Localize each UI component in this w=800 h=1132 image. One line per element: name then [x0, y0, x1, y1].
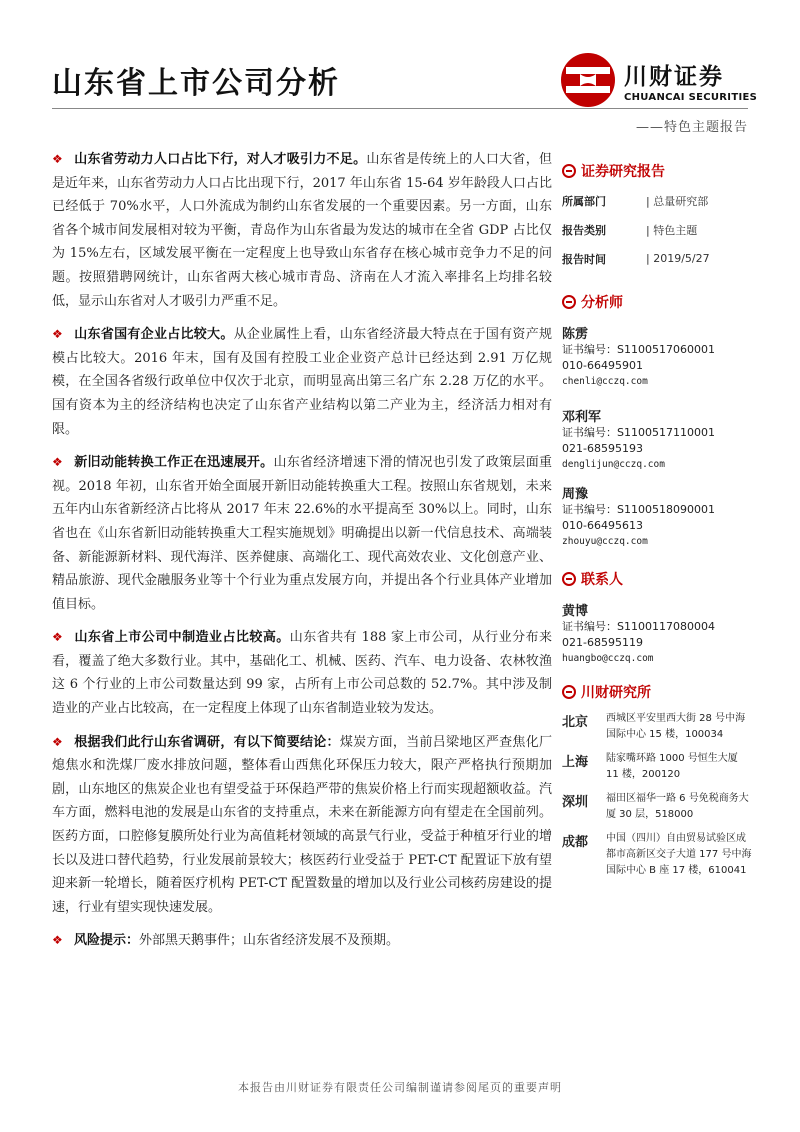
footer-disclaimer: 本报告由川财证券有限责任公司编制谨请参阅尾页的重要声明 — [238, 1081, 562, 1094]
paragraph-text: 煤炭方面，当前吕梁地区严查焦化厂熄焦水和洗煤厂废水排放问题，整体看山西焦化环保压力较大，限产严格执行预期加剧，山东地区的焦炭企业也有望受益于环保趋严带的焦炭价格上行而实现超额收益。汽车方面，燃料电池的发展是山东省的支持重点，未来在新能源方向有望走在全国前列。医药方面，口腔修复膜所处行业为高值耗材领域的高景气行业，受益于种植牙行业的增长以及进口替代趋势，行业发展前景较大；核医药行业受益于 PET-CT 配置证下放有望迎来新一轮增长，随着医疗机构 PET-CT 配置数量的增加以及行业公司核药房建设的提速，行业有望实现快速发展。 — [52, 734, 552, 915]
analyst-name: 邓利军 — [562, 410, 602, 425]
contact-heading — [562, 568, 752, 590]
meta-value: | 总量研究部 — [646, 194, 709, 208]
diamond-bullet-icon: ❖ — [52, 630, 63, 645]
office-address: 西城区平安里西大街 28 号中海国际中心 15 楼，100034 — [606, 713, 746, 740]
office-shanghai — [562, 751, 752, 783]
office-city: 深圳 — [562, 795, 589, 810]
analyst-email[interactable]: zhouyu@cczq.com — [562, 536, 648, 547]
paragraph — [52, 929, 552, 953]
paragraph-lead: 新旧动能转换工作正在迅速展开。 — [74, 455, 274, 471]
paragraph-lead: 山东省国有企业占比较大。 — [74, 327, 234, 343]
sidebar — [562, 160, 752, 879]
office-address: 陆家嘴环路 1000 号恒生大厦 11 楼，200120 — [606, 753, 738, 780]
paragraph-lead: 山东省上市公司中制造业占比较高。 — [74, 630, 290, 646]
office-city: 成都 — [562, 835, 589, 850]
company-logo — [560, 52, 760, 108]
meta-label: 报告时间 — [562, 252, 606, 266]
diamond-bullet-icon: ❖ — [52, 734, 63, 749]
paragraph-text: 外部黑天鹅事件；山东省经济发展不及预期。 — [139, 933, 400, 949]
analyst-name: 陈雳 — [562, 327, 589, 342]
paragraph-lead: 山东省劳动力人口占比下行，对人才吸引力不足。 — [74, 152, 367, 167]
analyst-cert: 证书编号：S1100518090001 — [562, 503, 715, 516]
paragraph-text: 山东省经济增速下滑的情况也引发了政策层面重视。2018 年初，山东省开始全面展开新旧动能转换重大工程。按照山东省规划，未来五年内山东省新经济占比将从 2017 年末 22.6%的水平提高至 30%以上。同时，山东省也在《山东省新旧动能转换重大工程实施规划》明确提出以新一代信息技术、高端装备、新能源新材料、现代海洋、医养健康、高端化工、现代高效农业、文化创意产业、精品旅游、现代金融服务业等十个行业为重点发展方向，并提出各个行业具体产业增加值目标。 — [52, 455, 552, 612]
analyst-phone: 010-66495613 — [562, 519, 643, 532]
report-title: 山东省上市公司分析 — [52, 66, 340, 101]
section-icon — [562, 164, 576, 178]
report-info-heading — [562, 160, 752, 182]
diamond-bullet-icon: ❖ — [52, 152, 63, 166]
section-heading-text: 联系人 — [581, 572, 623, 588]
report-subtitle: ——特色主题报告 — [635, 120, 748, 135]
section-heading-text: 川财研究所 — [581, 685, 651, 701]
analysts-heading — [562, 291, 752, 313]
meta-value: | 特色主题 — [646, 223, 698, 237]
paragraph-lead: 根据我们此行山东省调研，有以下简要结论： — [74, 734, 340, 750]
chuancai-logo-icon — [560, 52, 616, 108]
analyst-name: 周豫 — [562, 487, 589, 502]
paragraph-text: 从企业属性上看，山东省经济最大特点在于国有资产规模占比较大。2016 年末，国有及国有控股工业企业资产总计已经达到 2.91 万亿规模，在全国各省级行政单位中仅次于北京，而明显高出第三名广东 2.28 万亿的水平。国有资本为主的经济结构也决定了山东省产业结构以第二产业为主，经济活力相对有限。 — [52, 327, 552, 437]
meta-row — [562, 190, 752, 211]
meta-row — [562, 248, 752, 269]
analyst-card — [562, 406, 752, 473]
office-shenzhen — [562, 791, 752, 823]
contact-name: 黄博 — [562, 604, 589, 619]
analyst-card — [562, 483, 752, 550]
paragraph — [52, 148, 552, 313]
paragraph — [52, 731, 552, 920]
paragraph — [52, 626, 552, 720]
diamond-bullet-icon: ❖ — [52, 455, 63, 470]
section-icon — [562, 685, 576, 699]
analyst-card — [562, 323, 752, 390]
contact-card — [562, 600, 752, 667]
office-city: 北京 — [562, 715, 589, 730]
analyst-email[interactable]: chenli@cczq.com — [562, 376, 648, 387]
office-address: 中国（四川）自由贸易试验区成都市高新区交子大道 177 号中海国际中心 B 座 17 楼，610041 — [606, 833, 752, 876]
section-icon — [562, 295, 576, 309]
analyst-phone: 021-68595193 — [562, 442, 643, 455]
section-heading-text: 分析师 — [581, 295, 623, 311]
diamond-bullet-icon: ❖ — [52, 327, 63, 342]
contact-cert: 证书编号：S1100117080004 — [562, 620, 715, 633]
meta-value: | 2019/5/27 — [646, 252, 710, 265]
analyst-cert: 证书编号：S1100517060001 — [562, 343, 715, 356]
office-address: 福田区福华一路 6 号免税商务大厦 30 层，518000 — [606, 793, 749, 820]
paragraph-text: 山东省是传统上的人口大省，但是近年来，山东省劳动力人口占比出现下行，2017 年山东省 15-64 岁年龄段人口占比已经低于 70%水平，人口外流成为制约山东省发展的一个重要因素。另一方面，山东省各个城市间发展相对较为平衡，青岛作为山东省最为发达的城市在全省 GDP 占比仅为 15%左右，区域发展平衡在一定程度上也导致山东省存在核心城市竞争力不足的问题。按照猎聘网统计，山东省两大核心城市青岛、济南在人才流入率排名上均排名较低，显示山东省对人才吸引力严重不足。 — [52, 152, 552, 309]
institute-heading — [562, 681, 752, 703]
office-city: 上海 — [562, 755, 589, 770]
paragraph — [52, 323, 552, 441]
analyst-email[interactable]: denglijun@cczq.com — [562, 459, 665, 470]
office-beijing — [562, 711, 752, 743]
logo-text-cn: 川财证券 — [624, 64, 724, 90]
logo-text-en: CHUANCAI SECURITIES — [624, 92, 758, 103]
header-divider — [52, 108, 748, 109]
meta-label: 报告类别 — [562, 223, 606, 237]
contact-email[interactable]: huangbo@cczq.com — [562, 653, 654, 664]
section-heading-text: 证券研究报告 — [581, 164, 665, 180]
paragraph — [52, 451, 552, 616]
paragraph-lead: 风险提示： — [74, 933, 140, 949]
meta-label: 所属部门 — [562, 194, 606, 208]
contact-phone: 021-68595119 — [562, 636, 643, 649]
section-icon — [562, 572, 576, 586]
meta-row — [562, 219, 752, 240]
analyst-phone: 010-66495901 — [562, 359, 643, 372]
analyst-cert: 证书编号：S1100517110001 — [562, 426, 715, 439]
main-content — [52, 148, 552, 963]
paragraph-text: 山东省共有 188 家上市公司，从行业分布来看，覆盖了绝大多数行业。其中，基础化工、机械、医药、汽车、电力设备、农林牧渔这 6 个行业的上市公司数量达到 99 家，占所有上市公司总数的 52.7%。其中涉及制造业的产业占比较高，在一定程度上体现了山东省制造业较为发达。 — [52, 630, 552, 717]
diamond-bullet-icon: ❖ — [52, 933, 63, 948]
office-chengdu — [562, 831, 752, 879]
